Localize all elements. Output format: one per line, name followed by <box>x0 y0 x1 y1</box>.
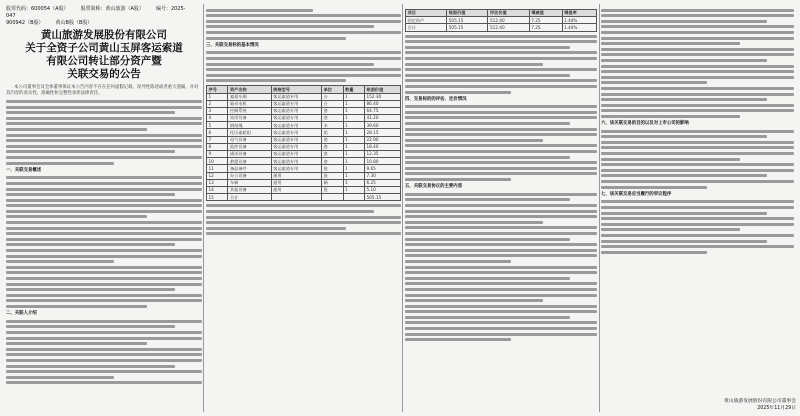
table-row <box>207 186 401 193</box>
table-cell: 505.15 <box>447 24 488 31</box>
table-cell: 客运索道专用 <box>271 143 321 150</box>
table-cell: 11 <box>207 165 228 172</box>
table-cell: 客运索道专用 <box>271 129 321 136</box>
body-text <box>405 35 597 94</box>
important-notice: 本公司董事会及全体董事保证本公告内容不存在任何虚假记载、误导性陈述或者重大遗漏，并对其内容的真实性、准确性和完整性承担法律责任。 <box>6 85 199 97</box>
table-cell: 2 <box>207 100 228 107</box>
table-cell: 监控设备 <box>228 143 271 150</box>
title-line-2: 关于全资子公司黄山玉屏客运索道 <box>25 42 183 54</box>
table-cell: 4 <box>207 115 228 122</box>
table-cell: 套 <box>322 158 343 165</box>
table-header: 序号 <box>207 86 228 93</box>
table-header: 资产名称 <box>228 86 271 93</box>
table-cell: 台 <box>322 93 343 100</box>
table-cell: 备品备件 <box>228 165 271 172</box>
body-text <box>6 320 202 385</box>
table-cell: 18.40 <box>365 143 401 150</box>
signature-date: 2025年11月29日 <box>757 406 796 411</box>
table-cell: 客运索道专用 <box>271 165 321 172</box>
column-divider <box>599 4 600 412</box>
section-heading: 五、关联交易协议的主要内容 <box>405 184 463 190</box>
table-cell: 救援设备 <box>228 158 271 165</box>
table-cell: 其他设备 <box>228 186 271 193</box>
body-text <box>6 100 202 165</box>
table-cell <box>271 194 321 201</box>
table-header: 项目 <box>406 10 447 17</box>
body-text <box>405 105 597 181</box>
table-cell: 客运索道专用 <box>271 93 321 100</box>
table-row <box>207 129 401 136</box>
table-cell: 套 <box>322 115 343 122</box>
company-name: 黄山旅游发展股份有限公司 <box>41 29 167 41</box>
table-row <box>207 165 401 172</box>
table-cell: 10.80 <box>365 158 401 165</box>
title-line-4: 关联交易的公告 <box>67 68 141 80</box>
table-cell: 1 <box>207 93 228 100</box>
table-row <box>406 24 597 31</box>
table-cell: 办公设备 <box>228 172 271 179</box>
table-header-row <box>406 10 597 17</box>
body-text <box>405 193 597 341</box>
table-cell: 22.90 <box>365 136 401 143</box>
table-cell: 固定资产 <box>406 17 447 24</box>
table-cell: 1 <box>343 129 364 136</box>
table-cell: 索道车厢 <box>228 93 271 100</box>
table-cell: 客运索道专用 <box>271 151 321 158</box>
table-cell: 1 <box>343 165 364 172</box>
table-cell: 64.75 <box>365 107 401 114</box>
section-heading: 七、该关联交易应当履行的审议程序 <box>601 191 672 197</box>
table-cell: 批 <box>322 172 343 179</box>
column-1 <box>6 6 202 410</box>
table-cell: 电气设备 <box>228 136 271 143</box>
section-heading: 三、关联交易标的基本情况 <box>206 42 259 48</box>
table-cell: 客运索道专用 <box>271 100 321 107</box>
table-cell: 7.30 <box>365 172 401 179</box>
body-text <box>206 9 401 40</box>
table-cell: 合计 <box>228 194 271 201</box>
body-text <box>206 204 401 235</box>
table-cell: 505.15 <box>447 17 488 24</box>
table-row <box>207 100 401 107</box>
table-row <box>207 158 401 165</box>
table-cell: 86.40 <box>365 100 401 107</box>
table-cell: 1 <box>343 172 364 179</box>
table-cell: 8 <box>207 143 228 150</box>
table-cell <box>322 194 343 201</box>
table-cell: 托压索轮组 <box>228 129 271 136</box>
valuation-table <box>405 9 597 32</box>
table-cell: 152.30 <box>365 93 401 100</box>
table-header: 数量 <box>343 86 364 93</box>
stock-meta <box>6 6 202 27</box>
table-cell: 512.40 <box>488 17 529 24</box>
table-header: 账面价值 <box>365 86 401 93</box>
table-row <box>207 136 401 143</box>
table-cell: 客运索道专用 <box>271 122 321 129</box>
table-row <box>207 172 401 179</box>
table-cell: 组 <box>322 129 343 136</box>
table-header: 评估价值 <box>488 10 529 17</box>
section-heading: 一、关联交易概述 <box>6 167 42 173</box>
table-row <box>406 17 597 24</box>
stock-code-b: 900942（B股） <box>6 20 44 26</box>
table-cell: 台 <box>322 100 343 107</box>
announcement-title <box>6 29 202 81</box>
table-cell: 3 <box>207 107 228 114</box>
table-header: 单位 <box>322 86 343 93</box>
table-cell: 5 <box>207 122 228 129</box>
table-cell: 辆 <box>322 179 343 186</box>
table-header: 增减值 <box>529 10 562 17</box>
title-line-3: 有限公司转让部分资产暨 <box>46 55 162 67</box>
body-text <box>601 130 794 189</box>
table-cell: 1 <box>343 100 364 107</box>
table-cell: 39.60 <box>365 122 401 129</box>
table-cell: 车辆 <box>228 179 271 186</box>
table-cell: 41.20 <box>365 115 401 122</box>
table-row <box>207 115 401 122</box>
table-cell: 批 <box>322 186 343 193</box>
table-cell: 客运索道专用 <box>271 136 321 143</box>
table-cell: 站房设备 <box>228 115 271 122</box>
table-header: 账面价值 <box>447 10 488 17</box>
table-cell: 15 <box>207 194 228 201</box>
table-cell: 套 <box>322 107 343 114</box>
table-cell: 米 <box>322 122 343 129</box>
section-heading: 二、关联人介绍 <box>6 310 37 316</box>
table-row <box>207 151 401 158</box>
table-cell: 1 <box>343 93 364 100</box>
table-header: 规格型号 <box>271 86 321 93</box>
table-cell: 客运索道专用 <box>271 107 321 114</box>
table-row <box>207 143 401 150</box>
table-cell: 1 <box>343 179 364 186</box>
table-cell: 1 <box>343 115 364 122</box>
table-cell: 7 <box>207 136 228 143</box>
table-row <box>207 179 401 186</box>
table-cell: 1 <box>343 136 364 143</box>
table-cell: 套 <box>322 151 343 158</box>
column-2 <box>206 6 401 410</box>
table-row <box>207 194 401 201</box>
column-3 <box>405 6 597 410</box>
table-cell: 7.25 <box>529 17 562 24</box>
table-cell: 1 <box>343 186 364 193</box>
table-cell: 1 <box>343 107 364 114</box>
stock-short-name-b: 黄山B股（B股） <box>55 20 93 26</box>
table-cell: 12.35 <box>365 151 401 158</box>
table-cell: 9.65 <box>365 165 401 172</box>
table-cell: 13 <box>207 179 228 186</box>
table-cell: 1 <box>343 158 364 165</box>
table-cell: 505.15 <box>365 194 401 201</box>
announcement-number: 编号：2025-047 <box>6 6 186 19</box>
table-cell: 通用 <box>271 172 321 179</box>
table-cell: 7.25 <box>529 24 562 31</box>
table-cell: 合计 <box>406 24 447 31</box>
section-heading: 四、交易标的的评估、定价情况 <box>405 96 467 102</box>
table-header-row <box>207 86 401 93</box>
signature-block <box>724 398 796 412</box>
table-cell: 钢丝绳 <box>228 122 271 129</box>
table-cell <box>343 194 364 201</box>
column-divider <box>402 4 403 412</box>
asset-table <box>206 85 401 201</box>
table-cell: 控制系统 <box>228 107 271 114</box>
stock-code: 股票代码：600054（A股） <box>6 6 69 12</box>
table-cell: 客运索道专用 <box>271 115 321 122</box>
table-cell: 客运索道专用 <box>271 158 321 165</box>
table-cell: 通用 <box>271 186 321 193</box>
table-cell: 套 <box>322 136 343 143</box>
table-cell: 6 <box>207 129 228 136</box>
table-cell: 5.10 <box>365 186 401 193</box>
stock-short-name: 股票简称：黄山旅游（A股） <box>80 6 144 12</box>
table-cell: 10 <box>207 158 228 165</box>
table-cell: 6.25 <box>365 179 401 186</box>
signature-org: 黄山旅游发展股份有限公司董事会 <box>724 399 796 404</box>
table-cell: 512.40 <box>488 24 529 31</box>
section-heading: 六、该关联交易的目的以及对上市公司的影响 <box>601 120 689 126</box>
body-text <box>206 51 401 82</box>
table-row <box>207 107 401 114</box>
table-cell: 12 <box>207 172 228 179</box>
table-cell: 驱动电机 <box>228 100 271 107</box>
table-header: 增值率 <box>562 10 596 17</box>
table-row <box>207 93 401 100</box>
table-cell: 通用 <box>271 179 321 186</box>
column-4 <box>601 6 794 410</box>
table-cell: 批 <box>322 165 343 172</box>
table-cell: 通讯设备 <box>228 151 271 158</box>
body-text <box>6 176 202 308</box>
table-cell: 9 <box>207 151 228 158</box>
table-cell: 1.44% <box>562 24 596 31</box>
table-cell: 1.44% <box>562 17 596 24</box>
body-text <box>601 9 794 118</box>
table-cell: 28.15 <box>365 129 401 136</box>
table-row <box>207 122 401 129</box>
table-cell: 1 <box>343 143 364 150</box>
table-cell: 1 <box>343 151 364 158</box>
column-divider <box>203 4 204 412</box>
table-cell: 14 <box>207 186 228 193</box>
table-cell: 套 <box>322 143 343 150</box>
body-text <box>601 200 794 253</box>
table-cell: 1 <box>343 122 364 129</box>
